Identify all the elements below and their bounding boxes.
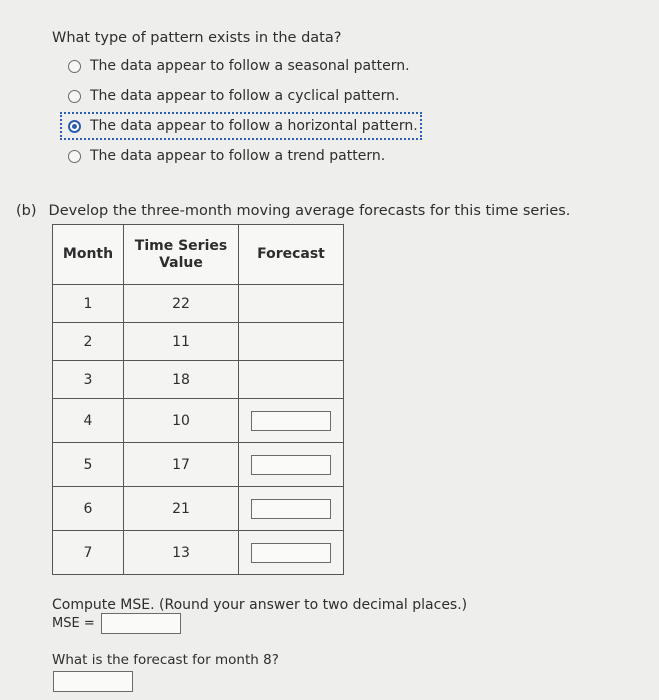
cell-value: 13 [124,531,239,575]
option-seasonal[interactable] [68,56,410,76]
header-time-series-value [124,225,239,285]
cell-value: 22 [124,285,239,323]
header-forecast: Forecast [239,225,344,285]
mse-prompt: Compute MSE. (Round your answer to two decimal places.) [52,597,468,613]
option-trend-label: The data appear to follow a trend pattern. [90,148,386,164]
cell-value: 17 [124,443,239,487]
option-seasonal-label: The data appear to follow a seasonal pattern. [90,58,410,74]
cell-value: 21 [124,487,239,531]
option-trend[interactable] [68,146,385,166]
part-b-label: (b) [16,203,37,219]
mse-input[interactable] [101,613,181,634]
cell-forecast [239,531,344,575]
cell-month: 5 [53,443,124,487]
cell-month: 1 [53,285,124,323]
option-cyclical[interactable] [68,86,399,106]
mse-row [52,613,181,634]
forecast-input-month-6[interactable] [251,499,331,519]
cell-forecast-empty [239,323,344,361]
radio-trend[interactable] [68,150,81,163]
cell-forecast [239,443,344,487]
table-row [53,361,344,399]
cell-forecast [239,487,344,531]
forecast-input-month-7[interactable] [251,543,331,563]
cell-value: 10 [124,399,239,443]
table-row [53,285,344,323]
cell-month: 3 [53,361,124,399]
part-b-text: Develop the three-month moving average forecasts for this time series. [48,203,571,219]
option-horizontal-label: The data appear to follow a horizontal pattern. [90,118,418,134]
time-series-table [52,224,344,575]
part-b-instruction [16,203,570,219]
option-cyclical-label: The data appear to follow a cyclical pattern. [90,88,400,104]
header-value-line1: Time Series [134,237,228,254]
month8-forecast-input[interactable] [53,671,133,692]
radio-cyclical[interactable] [68,90,81,103]
radio-horizontal[interactable] [68,120,81,133]
header-month: Month [53,225,124,285]
table-row [53,323,344,361]
table-header-row [53,225,344,285]
table-row [53,399,344,443]
cell-forecast-empty [239,285,344,323]
cell-value: 18 [124,361,239,399]
cell-month: 2 [53,323,124,361]
cell-forecast [239,399,344,443]
radio-seasonal[interactable] [68,60,81,73]
pattern-question: What type of pattern exists in the data? [52,30,342,46]
table-row [53,443,344,487]
forecast-input-month-4[interactable] [251,411,331,431]
header-value-line2: Value [159,254,203,271]
cell-month: 4 [53,399,124,443]
cell-value: 11 [124,323,239,361]
month8-prompt: What is the forecast for month 8? [52,652,279,668]
option-horizontal[interactable] [64,116,418,136]
table-row [53,531,344,575]
cell-month: 7 [53,531,124,575]
cell-month: 6 [53,487,124,531]
forecast-input-month-5[interactable] [251,455,331,475]
mse-label: MSE = [52,616,95,631]
cell-forecast-empty [239,361,344,399]
table-row [53,487,344,531]
